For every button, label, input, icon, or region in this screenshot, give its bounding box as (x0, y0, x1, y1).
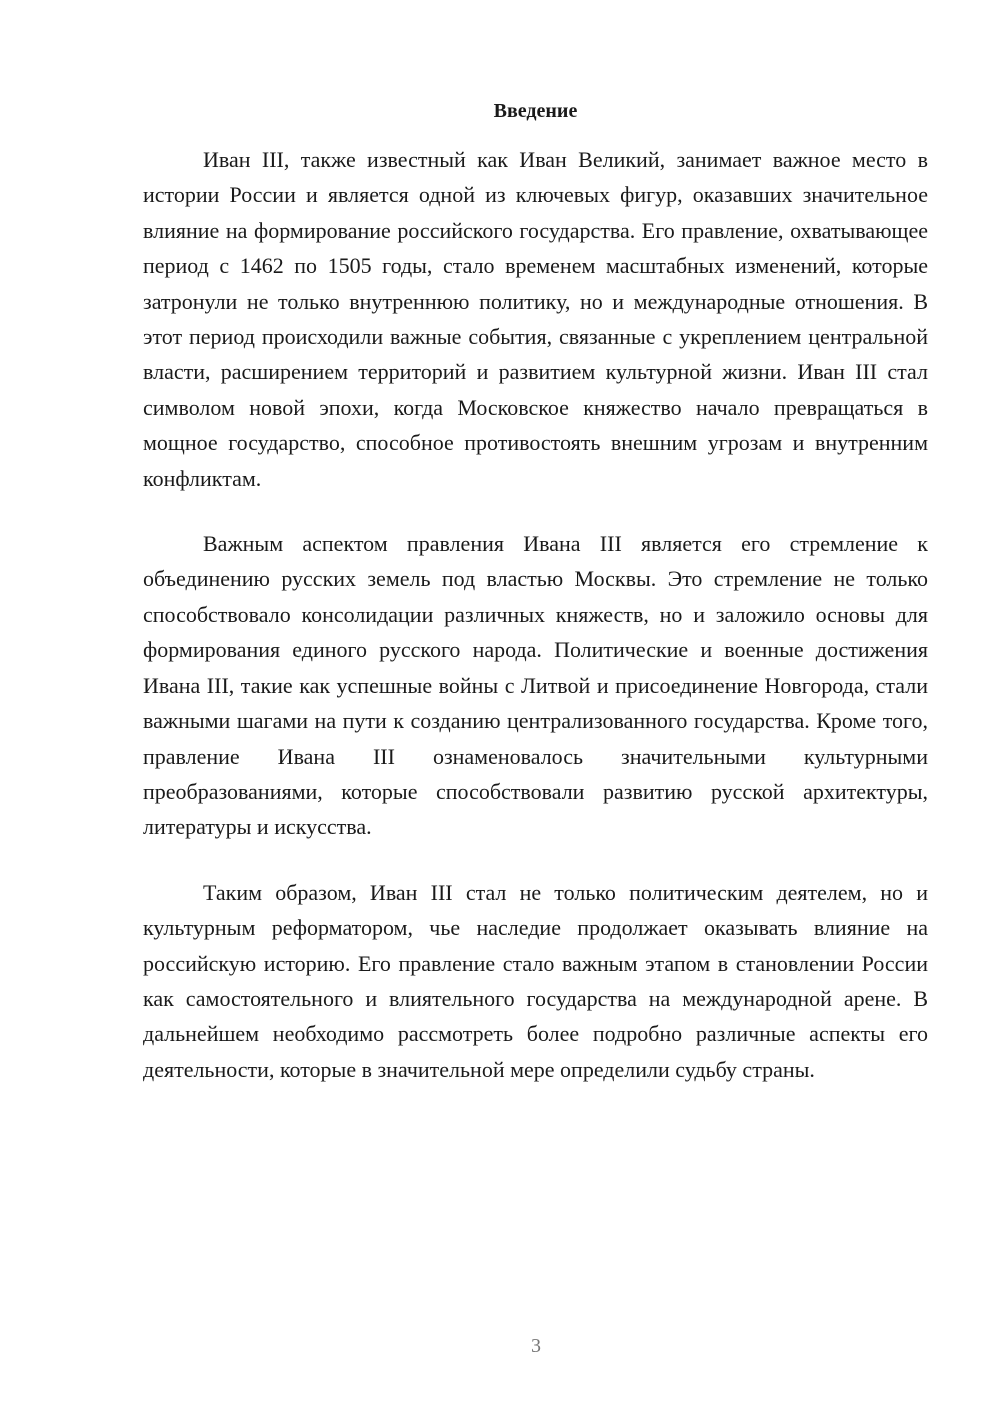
paragraph-3: Таким образом, Иван III стал не только политическим деятелем, но и культурным реформатором, чье наследие продолжает оказывать влияние на российскую историю. Его правление стало важным этапом в становлении России как самостоятельного и влиятельного государства на международной арене. В дальнейшем необходимо рассмотреть более подробно различные аспекты его деятельности, которые в значительной мере определили судьбу страны. (143, 879, 928, 1082)
page-number: 3 (531, 1335, 541, 1357)
paragraph-1: Иван III, также известный как Иван Великий, занимает важное место в истории России и является одной из ключевых фигур, оказавших значительное влияние на формирование российского государства. Его правление, охватывающее период с 1462 по 1505 годы, стало временем масштабных изменений, которые затронули не только внутреннюю политику, но и международные отношения. В этот период происходили важные события, связанные с укреплением центральной власти, расширением территорий и развитием культурной жизни. Иван III стал символом новой эпохи, когда Московское княжество начало превращаться в мощное государство, способное противостоять внешним угрозам и внутренним конфликтам. (143, 147, 928, 491)
body-text (143, 142, 928, 1117)
paragraph-2: Важным аспектом правления Ивана III является его стремление к объединению русских земель под властью Москвы. Это стремление не только способствовало консолидации различных княжеств, но и заложило основы для формирования единого русского народа. Политические и военные достижения Ивана III, такие как успешные войны с Литвой и присоединение Новгорода, стали важными шагами на пути к созданию централизованного государства. Кроме того, правление Ивана III ознаменовалось значительными культурными преобразованиями, которые способствовали развитию русской архитектуры, литературы и искусства. (143, 531, 928, 840)
section-heading: Введение (493, 100, 578, 122)
